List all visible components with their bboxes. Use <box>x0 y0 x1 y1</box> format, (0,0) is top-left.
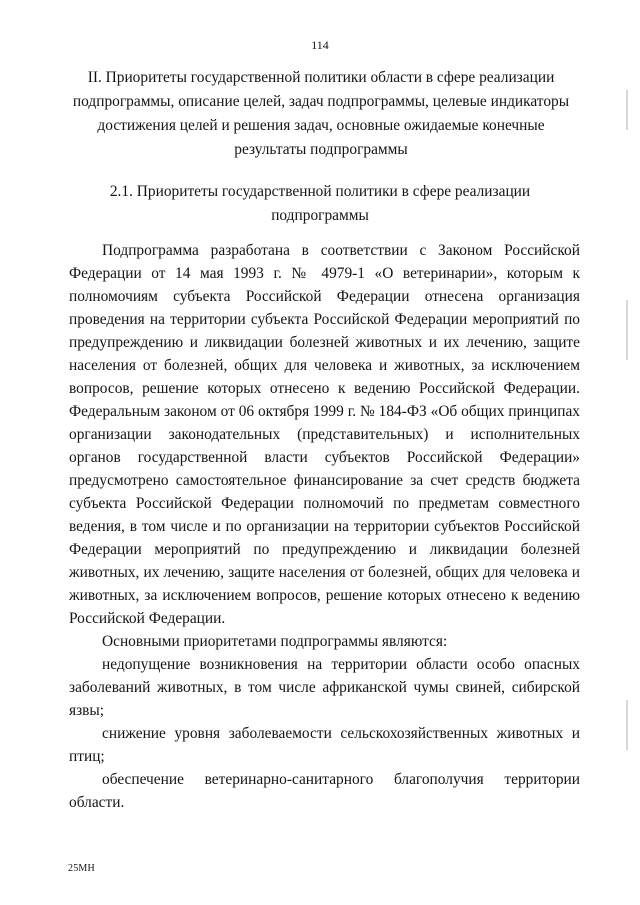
paragraph-legal-basis: Подпрограмма разработана в соответствии с Законом Российской Федерации от 14 мая 1993 г. № 4979-1 «О ветеринарии», которым к полномочиям субъекта Российской Федерации отнесена организация проведения на территории субъекта Российской Федерации мероприятий по предупреждению и ликвидации болезней животных и их лечению, защите населения от болезней, общих для человека и животных, за исключением вопросов, решение которых отнесено к ведению Российской Федерации. Федеральным законом от 06 октября 1999 г. № 184-ФЗ «Об общих принципах организации законодательных (представительных) и исполнительных органов государственной власти субъектов Российской Федерации» предусмотрено самостоятельное финансирование за счет средств бюджета субъекта Российской Федерации полномочий по предметам совместного ведения, в том числе и по организации на территории субъектов Российской Федерации мероприятий по предупреждению и ликвидации болезней животных, их лечению, защите населения от болезней, общих для человека и животных, за исключением вопросов, решение которых отнесено к ведению Российской Федерации. <box>69 242 580 627</box>
body-text <box>69 239 580 814</box>
scan-edge-mark <box>626 90 628 130</box>
scan-edge-mark <box>626 700 628 750</box>
priority-item-morbidity-reduction: снижение уровня заболеваемости сельскохозяйственных животных и птиц; <box>69 725 580 765</box>
page-number: 114 <box>311 38 329 52</box>
subsection-heading: 2.1. Приоритеты государственной политики в сфере реализации подпрограммы <box>109 183 531 224</box>
scan-edge-mark <box>626 300 628 360</box>
paragraph-priorities-intro: Основными приоритетами подпрограммы являются: <box>102 633 448 650</box>
section-heading: II. Приоритеты государственной политики области в сфере реализации подпрограммы, описание целей, задач подпрограммы, целевые индикаторы достижения целей и решения задач, основные ожидаемые конечные результаты подпрограммы <box>72 69 570 158</box>
footer-code: 25МН <box>68 863 95 874</box>
priority-item-disease-prevention: недопущение возникновения на территории области особо опасных заболеваний животных, в том числе африканской чумы свиней, сибирской язвы; <box>69 656 580 719</box>
priority-item-sanitary-welfare: обеспечение ветеринарно-санитарного благополучия территории области. <box>69 771 580 811</box>
